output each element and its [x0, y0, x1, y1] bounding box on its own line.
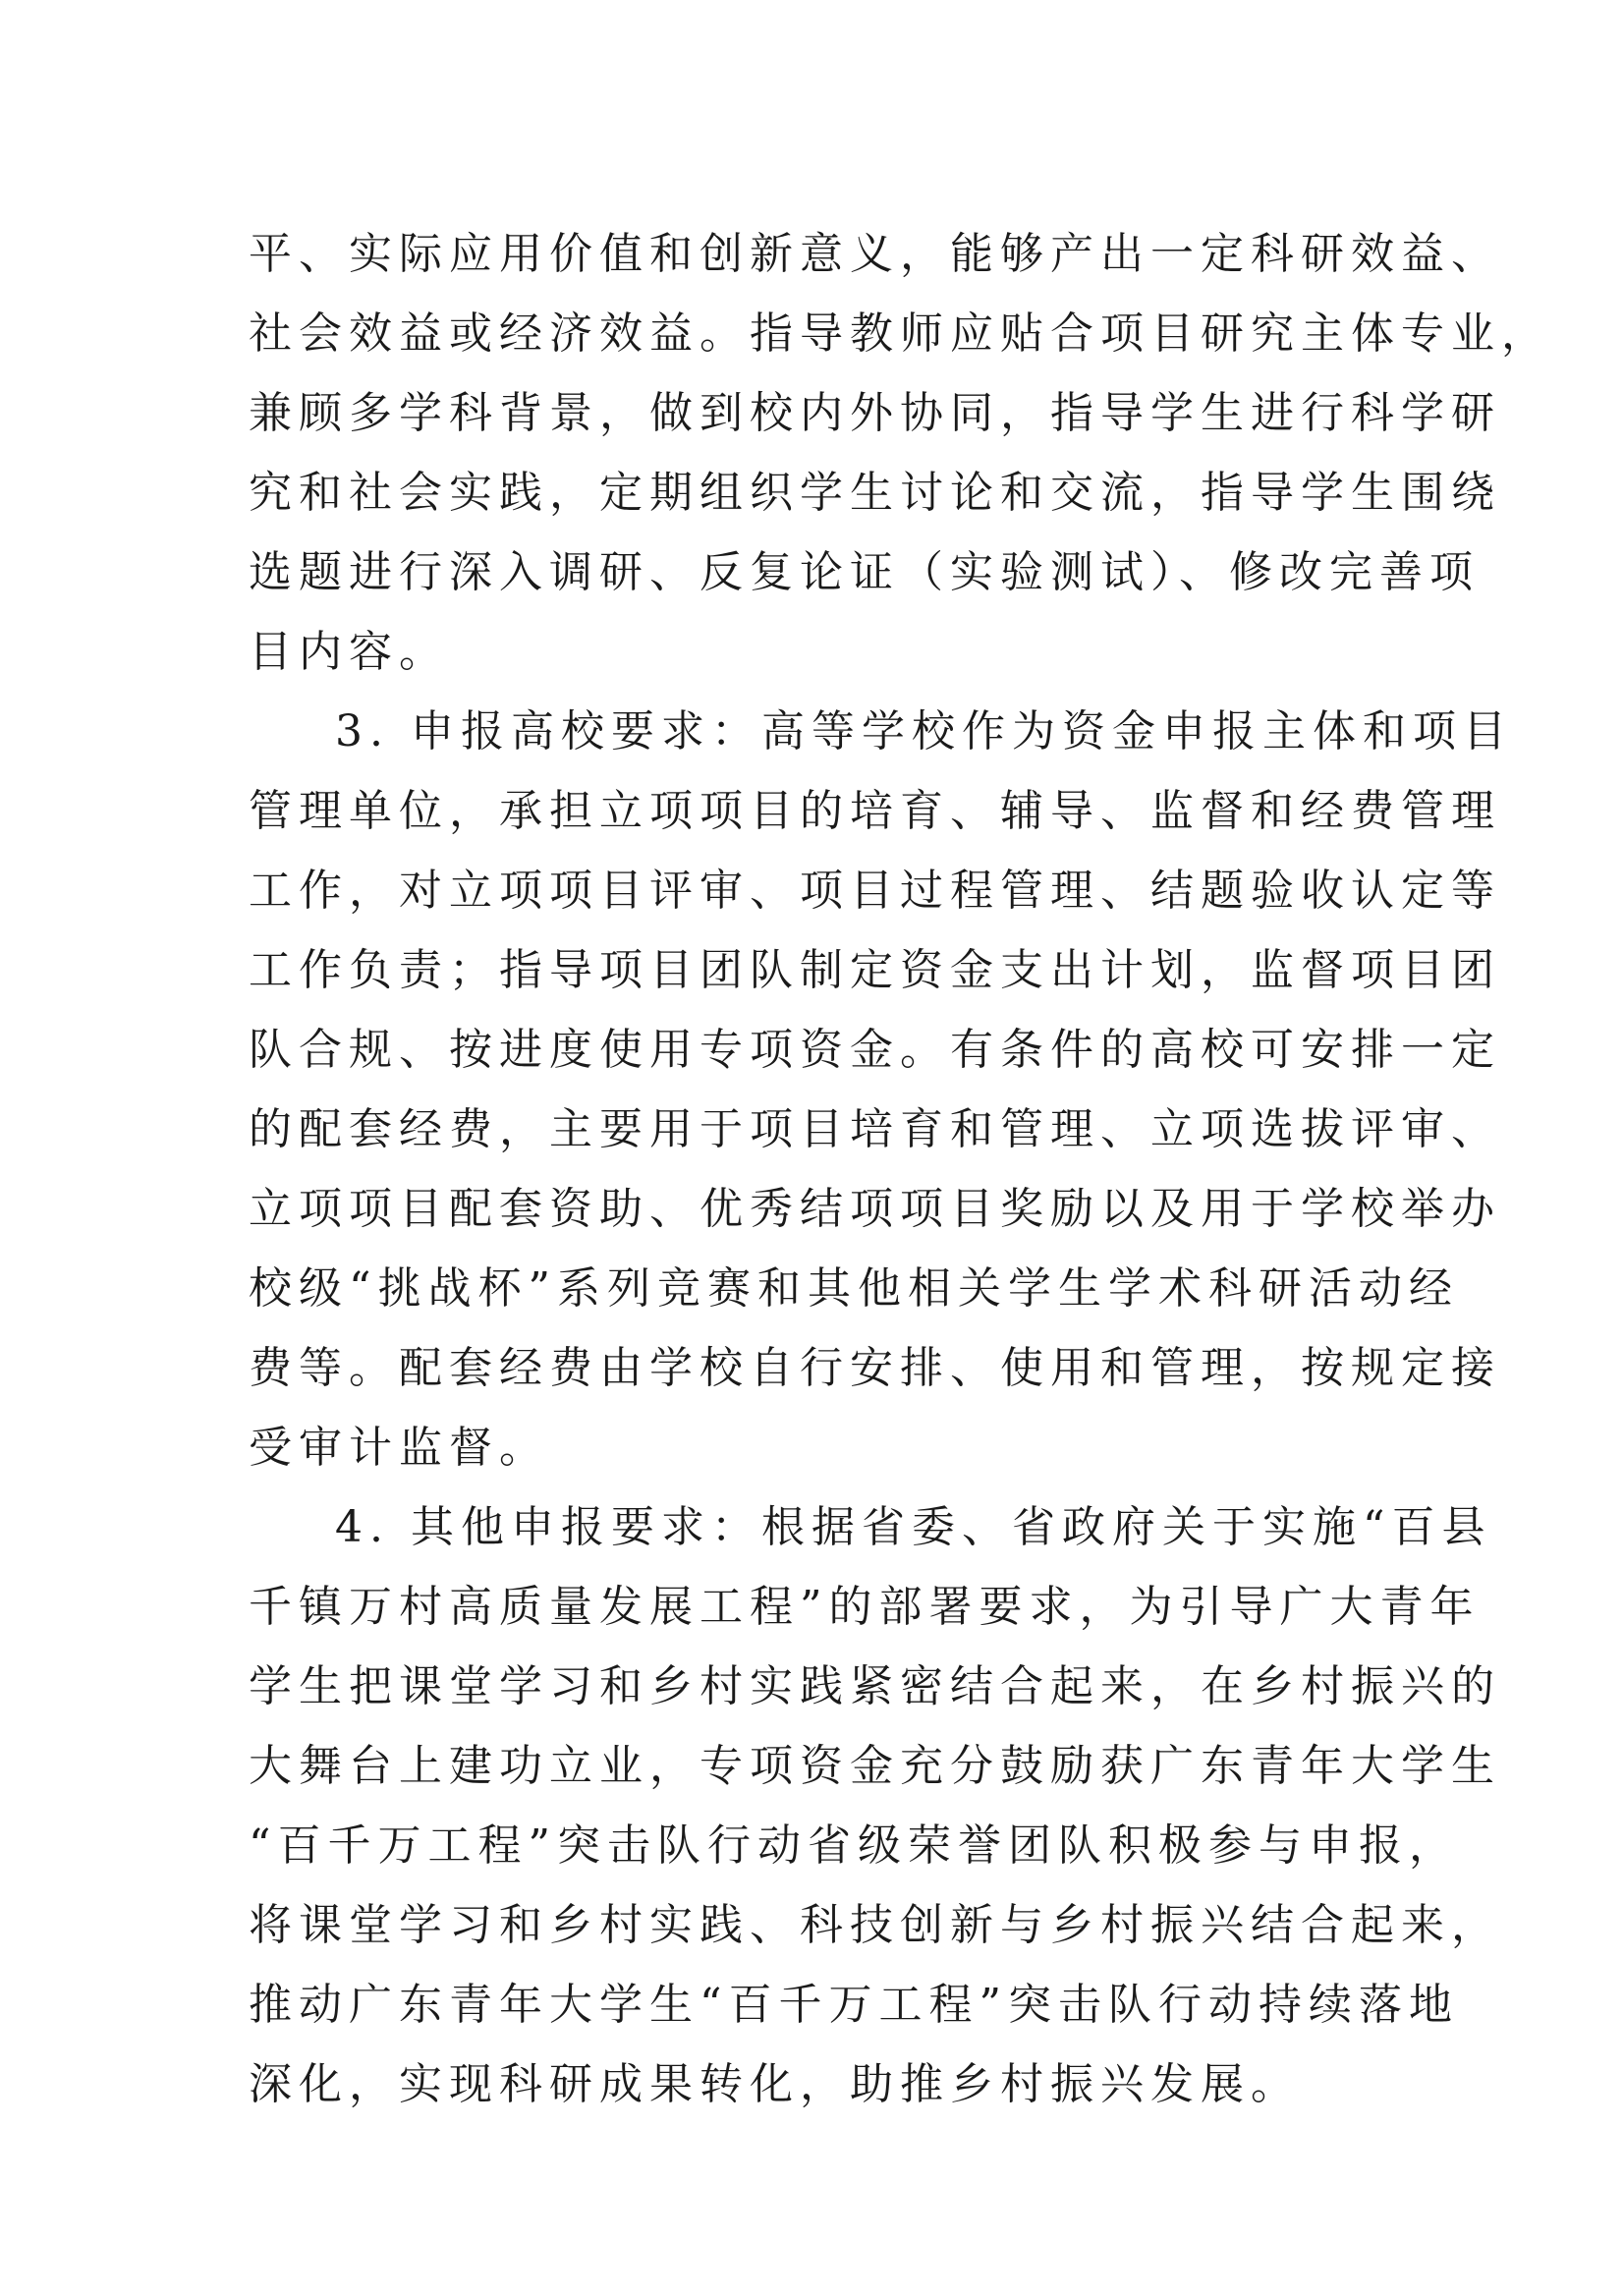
- text-line-10: 工作负责；指导项目团队制定资金支出计划，监督项目团: [249, 945, 1501, 995]
- text-line-21: “百千万工程”突击队行动省级荣誉团队积极参与申报，: [249, 1820, 1459, 1871]
- text-line-3: 兼顾多学科背景，做到校内外协同，指导学生进行科学研: [249, 388, 1501, 438]
- text-line-4: 究和社会实践，定期组织学生讨论和交流，指导学生围绕: [249, 468, 1501, 518]
- text-line-22: 将课堂学习和乡村实践、科技创新与乡村振兴结合起来，: [249, 1900, 1501, 1950]
- text-line-9: 工作，对立项项目评审、项目过程管理、结题验收认定等: [249, 866, 1501, 916]
- text-line-15: 费等。配套经费由学校自行安排、使用和管理，按规定接: [249, 1343, 1501, 1393]
- text-line-12: 的配套经费，主要用于项目培育和管理、立项选拔评审、: [249, 1104, 1501, 1154]
- text-line-19: 学生把课堂学习和乡村实践紧密结合起来，在乡村振兴的: [249, 1661, 1501, 1711]
- text-line-2: 社会效益或经济效益。指导教师应贴合项目研究主体专业，: [249, 308, 1551, 359]
- body-text: [249, 214, 1551, 2124]
- text-line-5: 选题进行深入调研、反复论证（实验测试）、修改完善项: [249, 547, 1480, 597]
- text-line-8: 管理单位，承担立项项目的培育、辅导、监督和经费管理: [249, 786, 1501, 836]
- text-line-6: 目内容。: [249, 627, 449, 677]
- text-line-14: 校级“挑战杯”系列竞赛和其他相关学生学术科研活动经: [249, 1263, 1459, 1314]
- text-line-20: 大舞台上建功立业，专项资金充分鼓励获广东青年大学生: [249, 1741, 1501, 1791]
- text-line-11: 队合规、按进度使用专项资金。有条件的高校可安排一定: [249, 1025, 1501, 1075]
- text-line-23: 推动广东青年大学生“百千万工程”突击队行动持续落地: [249, 1980, 1459, 2030]
- text-line-13: 立项项目配套资助、优秀结项项目奖励以及用于学校举办: [249, 1184, 1501, 1234]
- text-line-18: 千镇万村高质量发展工程”的部署要求，为引导广大青年: [249, 1582, 1481, 1632]
- section-3-heading-line: 3. 申报高校要求：高等学校作为资金申报主体和项目: [335, 706, 1513, 756]
- text-line-16: 受审计监督。: [249, 1423, 549, 1473]
- text-line-24: 深化，实现科研成果转化，助推乡村振兴发展。: [249, 2059, 1301, 2109]
- section-4-heading-line: 4. 其他申报要求：根据省委、省政府关于实施“百县: [335, 1502, 1492, 1552]
- text-line-1: 平、实际应用价值和创新意义，能够产出一定科研效益、: [249, 229, 1501, 279]
